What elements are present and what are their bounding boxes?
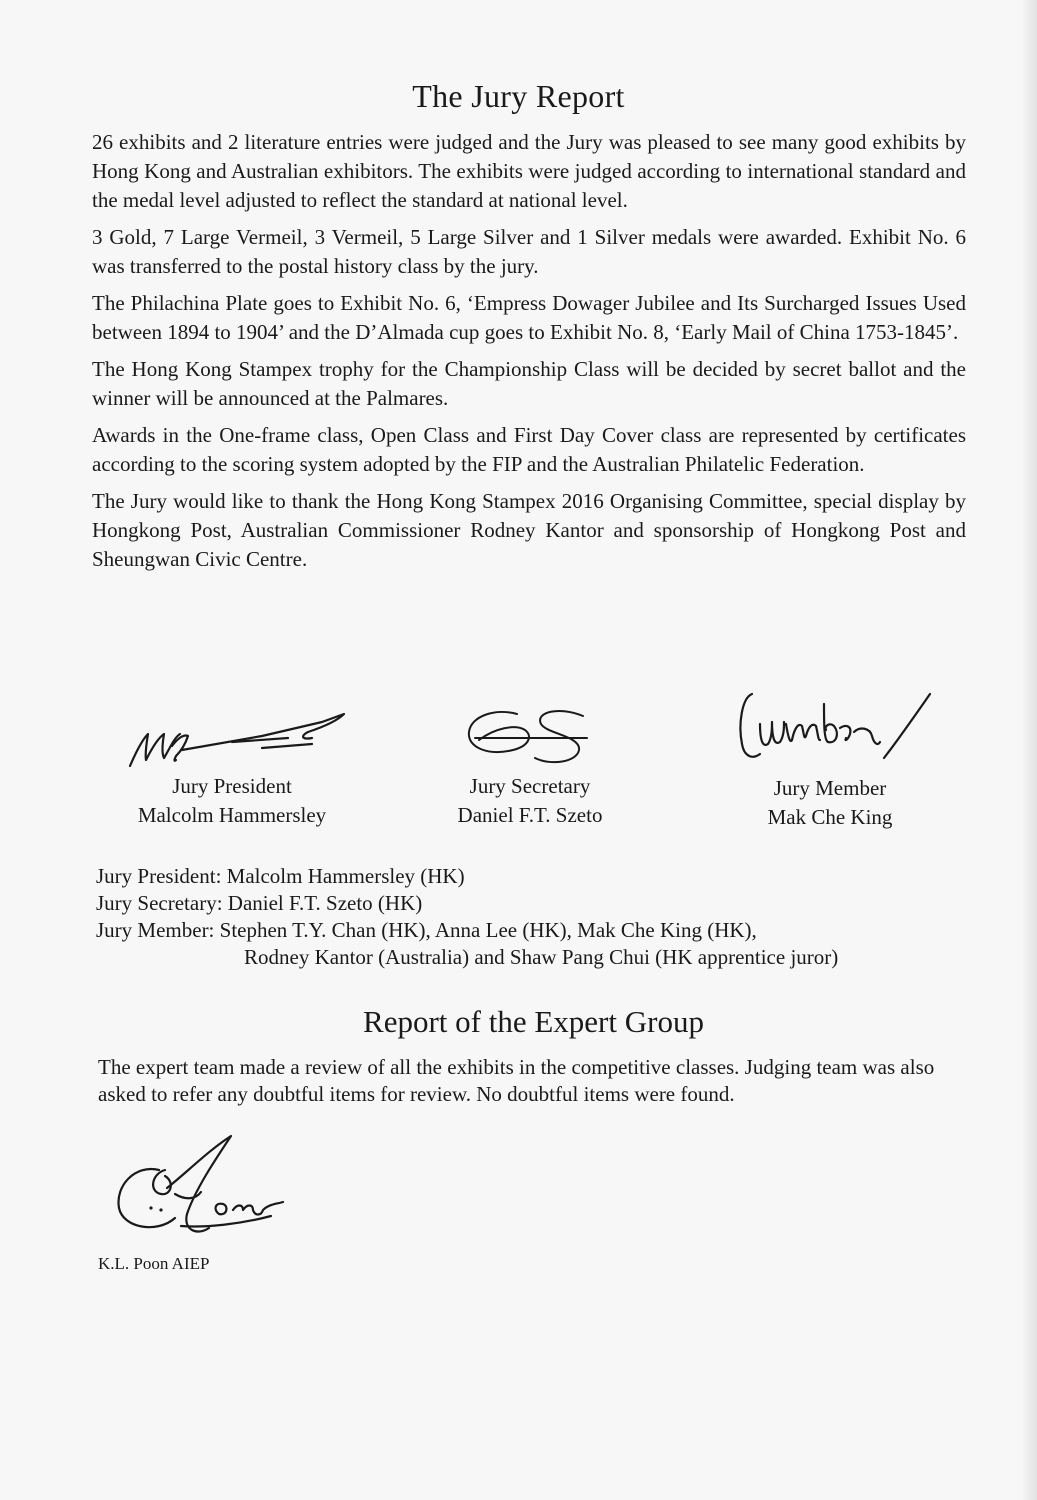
jury-paragraph-certificates: Awards in the One-frame class, Open Class and First Day Cover class are represented by certificates according to the scoring system adopted by the FIP and the Australian Philatelic Federation. — [92, 423, 966, 476]
signature-block-president — [102, 690, 362, 830]
secretary-role: Jury Secretary — [469, 774, 591, 798]
handwritten-signature-member — [720, 684, 940, 774]
expert-group-body — [98, 1054, 970, 1108]
president-name: Malcolm Hammersley — [137, 803, 327, 827]
expert-group-paragraph: The expert team made a review of all the exhibits in the competitive classes. Judging team was also asked to refer any doubtful items for review. No doubtful items were found. — [98, 1055, 935, 1106]
page-edge-shadow — [1023, 0, 1037, 1500]
president-role: Jury President — [172, 774, 292, 798]
jury-paragraph-thanks: The Jury would like to thank the Hong Kong Stampex 2016 Organising Committee, special display by Hongkong Post, Australian Commissioner Rodney Kantor and sponsorship of Hongkong Post and Sheungwan Civic Centre. — [92, 489, 966, 571]
jury-list-secretary: Jury Secretary: Daniel F.T. Szeto (HK) — [96, 891, 423, 915]
jury-paragraph-awards: The Philachina Plate goes to Exhibit No. 6, ‘Empress Dowager Jubilee and Its Surcharged Issues Used between 1894 to 1904’ and the D’Almada cup goes to Exhibit No. 8, ‘Early Mail of China 1753-1845’. — [92, 291, 966, 344]
expert-signatory-name: K.L. Poon AIEP — [98, 1254, 210, 1273]
handwritten-signature-expert — [105, 1130, 295, 1240]
signature-block-secretary — [415, 700, 645, 830]
jury-paragraph-medals: 3 Gold, 7 Large Vermeil, 3 Vermeil, 5 Large Silver and 1 Silver medals were awarded. Exhibit No. 6 was transferred to the postal history class by the jury. — [92, 225, 966, 278]
jury-report-title: The Jury Report — [412, 78, 625, 114]
jury-paragraph-trophy: The Hong Kong Stampex trophy for the Championship Class will be decided by secret ballot and the winner will be announced at the Palmares. — [92, 357, 966, 410]
signature-block-expert — [105, 1130, 295, 1245]
jury-paragraph-judging: 26 exhibits and 2 literature entries were judged and the Jury was pleased to see many good exhibits by Hong Kong and Australian exhibitors. The exhibits were judged according to international standard and the medal level adjusted to reflect the standard at national level. — [92, 130, 966, 212]
member-name: Mak Che King — [767, 805, 893, 829]
jury-list-members-continued: Rodney Kantor (Australia) and Shaw Pang Chui (HK apprentice juror) — [244, 945, 839, 969]
handwritten-signature-secretary — [455, 700, 605, 772]
expert-group-title: Report of the Expert Group — [363, 1004, 704, 1039]
secretary-name: Daniel F.T. Szeto — [457, 803, 603, 827]
jury-report-body — [92, 128, 966, 582]
signature-block-member — [710, 684, 950, 832]
jury-composition-list — [96, 863, 966, 971]
jury-list-president: Jury President: Malcolm Hammersley (HK) — [96, 864, 465, 888]
member-role: Jury Member — [773, 776, 887, 800]
jury-list-members: Jury Member: Stephen T.Y. Chan (HK), Anna Lee (HK), Mak Che King (HK), — [96, 918, 757, 942]
handwritten-signature-president — [112, 690, 352, 772]
